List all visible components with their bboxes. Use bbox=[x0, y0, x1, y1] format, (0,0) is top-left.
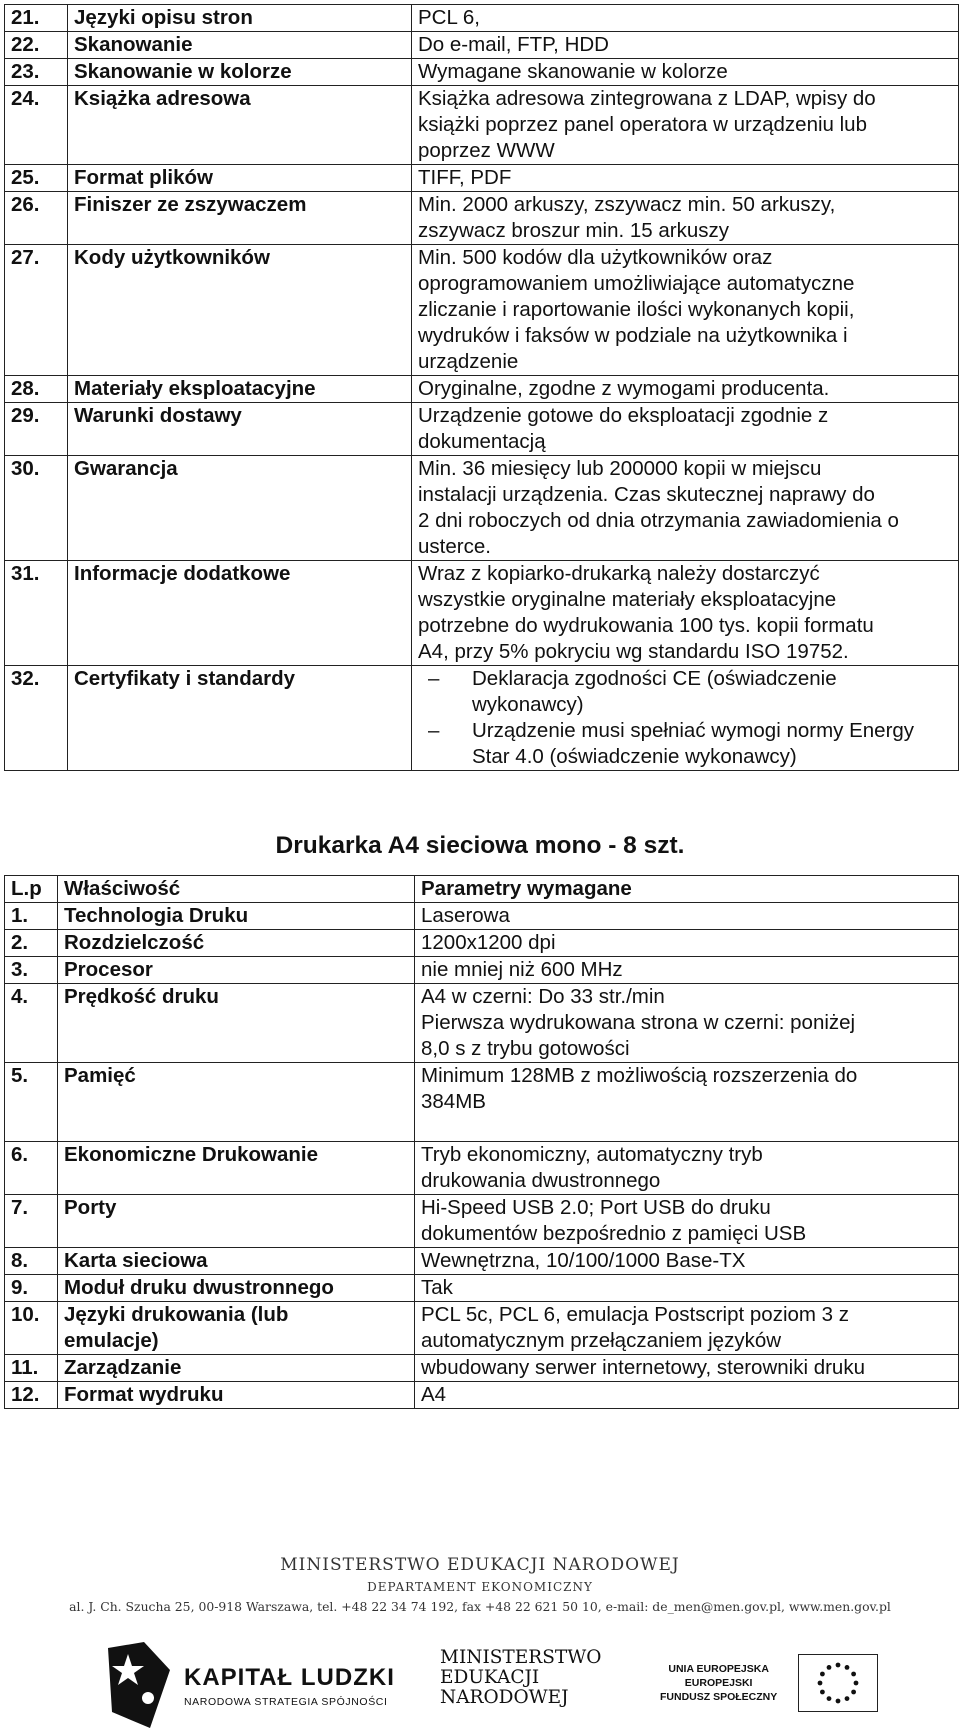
property-value bbox=[412, 666, 959, 771]
header-property: Właściwość bbox=[58, 876, 415, 903]
property-name: Certyfikaty i standardy bbox=[68, 666, 412, 771]
property-name: Skanowanie w kolorze bbox=[68, 59, 412, 86]
flag-star bbox=[836, 1699, 841, 1704]
value-line: Tak bbox=[421, 1276, 453, 1299]
property-value bbox=[415, 957, 959, 984]
flag-star bbox=[845, 1665, 850, 1670]
flag-star bbox=[827, 1696, 832, 1701]
property-value bbox=[415, 1063, 959, 1142]
value-line: instalacji urządzenia. Czas skutecznej naprawy do bbox=[418, 483, 875, 506]
value-line: poprzez WWW bbox=[418, 139, 555, 162]
dash-list-item bbox=[418, 666, 958, 718]
value-line: Min. 500 kodów dla użytkowników oraz bbox=[418, 246, 773, 269]
value-line: A4 bbox=[421, 1383, 447, 1406]
property-value bbox=[412, 5, 959, 32]
row-number: 3. bbox=[5, 957, 58, 984]
flag-star bbox=[854, 1681, 859, 1686]
logo-ue-line: EUROPEJSKI bbox=[684, 1677, 753, 1689]
value-line: Deklaracja zgodności CE (oświadczenie bbox=[472, 667, 837, 690]
eu-flag-icon bbox=[798, 1654, 878, 1712]
footer-address: al. J. Ch. Szucha 25, 00-918 Warszawa, tel. +48 22 34 74 192, fax +48 22 621 50 10, e-mail: de_men@men.gov.pl, www.men.gov.pl bbox=[69, 1599, 891, 1614]
dash-item-text bbox=[472, 718, 958, 770]
ue-logo-text bbox=[660, 1662, 777, 1704]
value-line: automatycznym przełączaniem języków bbox=[421, 1329, 782, 1352]
value-line: wbudowany serwer internetowy, sterowniki druku bbox=[421, 1356, 865, 1379]
value-line: Star 4.0 (oświadczenie wykonawcy) bbox=[472, 745, 797, 768]
spec-row bbox=[5, 59, 959, 86]
row-number: 9. bbox=[5, 1275, 58, 1302]
spec-row bbox=[5, 1195, 959, 1248]
spec-row bbox=[5, 903, 959, 930]
property-name bbox=[58, 957, 415, 984]
property-name: Finiszer ze zszywaczem bbox=[68, 192, 412, 245]
flag-star bbox=[851, 1690, 856, 1695]
logo-men-line: EDUKACJI bbox=[440, 1667, 540, 1688]
dash-bullet: – bbox=[428, 667, 440, 690]
logo-kl-title: KAPITAŁ LUDZKI bbox=[184, 1664, 395, 1691]
property-name bbox=[58, 1382, 415, 1409]
property-value bbox=[412, 376, 959, 403]
value-line: Min. 36 miesięcy lub 200000 kopii w miejscu bbox=[418, 457, 822, 480]
row-number: 4. bbox=[5, 984, 58, 1063]
spec-row bbox=[5, 192, 959, 245]
property-name bbox=[58, 1355, 415, 1382]
spec-row bbox=[5, 376, 959, 403]
value-line: oprogramowaniem umożliwiające automatyczne bbox=[418, 272, 855, 295]
spec-row bbox=[5, 5, 959, 32]
spec-row bbox=[5, 666, 959, 771]
property-name bbox=[58, 1248, 415, 1275]
kapital-ludzki-logo bbox=[104, 1640, 404, 1730]
row-number: 23. bbox=[5, 59, 68, 86]
property-name: Informacje dodatkowe bbox=[68, 561, 412, 666]
footer-department: DEPARTAMENT EKONOMICZNY bbox=[367, 1580, 593, 1594]
value-line: książki poprzez panel operatora w urządzeniu lub bbox=[418, 113, 867, 136]
header-parameters: Parametry wymagane bbox=[415, 876, 959, 903]
value-line: Min. 2000 arkuszy, zszywacz min. 50 arkuszy, bbox=[418, 193, 836, 216]
row-number: 32. bbox=[5, 666, 68, 771]
property-value bbox=[415, 984, 959, 1063]
value-line: zszywacz broszur min. 15 arkuszy bbox=[418, 219, 730, 242]
flag-star bbox=[836, 1663, 841, 1668]
footer-logos bbox=[0, 1640, 960, 1730]
property-line: Pamięć bbox=[64, 1064, 136, 1087]
value-line: Wymagane skanowanie w kolorze bbox=[418, 60, 728, 83]
property-name bbox=[58, 1142, 415, 1195]
value-line: Książka adresowa zintegrowana z LDAP, wpisy do bbox=[418, 87, 876, 110]
row-number: 27. bbox=[5, 245, 68, 376]
value-line: wydruków i faksów w podziale na użytkownika i bbox=[418, 324, 848, 347]
value-line: Pierwsza wydrukowana strona w czerni: poniżej bbox=[421, 1011, 856, 1034]
row-number: 21. bbox=[5, 5, 68, 32]
property-value bbox=[412, 245, 959, 376]
value-line: Wraz z kopiarko-drukarką należy dostarczyć bbox=[418, 562, 820, 585]
flag-star bbox=[851, 1672, 856, 1677]
property-line: Procesor bbox=[64, 958, 153, 981]
property-line: Technologia Druku bbox=[64, 904, 249, 927]
row-number: 8. bbox=[5, 1248, 58, 1275]
value-line: Do e-mail, FTP, HDD bbox=[418, 33, 609, 56]
value-line: Oryginalne, zgodne z wymogami producenta. bbox=[418, 377, 830, 400]
row-number: 26. bbox=[5, 192, 68, 245]
row-number: 28. bbox=[5, 376, 68, 403]
value-line: 2 dni roboczych od dnia otrzymania zawiadomienia o bbox=[418, 509, 899, 532]
flag-star bbox=[827, 1665, 832, 1670]
property-name bbox=[58, 903, 415, 930]
flag-star bbox=[818, 1681, 823, 1686]
property-value bbox=[412, 59, 959, 86]
row-number: 24. bbox=[5, 86, 68, 165]
spec-row bbox=[5, 1248, 959, 1275]
row-number: 25. bbox=[5, 165, 68, 192]
spec-row bbox=[5, 1142, 959, 1195]
value-line: Laserowa bbox=[421, 904, 510, 927]
value-line: A4, przy 5% pokryciu wg standardu ISO 19752. bbox=[418, 640, 849, 663]
header-lp: L.p bbox=[5, 876, 58, 903]
property-line: Języki drukowania (lub bbox=[64, 1303, 289, 1326]
value-line: Wewnętrzna, 10/100/1000 Base-TX bbox=[421, 1249, 746, 1272]
flag-star bbox=[845, 1696, 850, 1701]
value-line: nie mniej niż 600 MHz bbox=[421, 958, 623, 981]
property-value bbox=[412, 86, 959, 165]
property-name: Języki opisu stron bbox=[68, 5, 412, 32]
row-number: 7. bbox=[5, 1195, 58, 1248]
value-line: Minimum 128MB z możliwością rozszerzenia do bbox=[421, 1064, 858, 1087]
section-title: Drukarka A4 sieciowa mono - 8 szt. bbox=[275, 832, 685, 859]
value-line: 8,0 s z trybu gotowości bbox=[421, 1037, 630, 1060]
property-name bbox=[58, 1063, 415, 1142]
logo-kl-subtitle: NARODOWA STRATEGIA SPÓJNOŚCI bbox=[184, 1696, 388, 1708]
row-number: 6. bbox=[5, 1142, 58, 1195]
value-line: urządzenie bbox=[418, 350, 519, 373]
value-line: usterce. bbox=[418, 535, 491, 558]
value-line: PCL 6, bbox=[418, 6, 480, 29]
property-value bbox=[412, 192, 959, 245]
row-number: 5. bbox=[5, 1063, 58, 1142]
property-line: Karta sieciowa bbox=[64, 1249, 208, 1272]
spec-row bbox=[5, 1275, 959, 1302]
property-name: Kody użytkowników bbox=[68, 245, 412, 376]
logo-ue-line: UNIA EUROPEJSKA bbox=[668, 1663, 769, 1675]
property-value bbox=[415, 1142, 959, 1195]
spec-row bbox=[5, 1302, 959, 1355]
property-value bbox=[415, 1382, 959, 1409]
footer-ministry: MINISTERSTWO EDUKACJI NARODOWEJ bbox=[280, 1555, 680, 1575]
row-number: 12. bbox=[5, 1382, 58, 1409]
spec-row bbox=[5, 165, 959, 192]
value-line: Urządzenie gotowe do eksploatacji zgodnie z bbox=[418, 404, 829, 427]
property-name bbox=[58, 984, 415, 1063]
value-line: Hi-Speed USB 2.0; Port USB do druku bbox=[421, 1196, 771, 1219]
property-line: Prędkość druku bbox=[64, 985, 219, 1008]
property-line: Ekonomiczne Drukowanie bbox=[64, 1143, 319, 1166]
spec-row bbox=[5, 456, 959, 561]
property-name: Książka adresowa bbox=[68, 86, 412, 165]
value-line: potrzebne do wydrukowania 100 tys. kopii formatu bbox=[418, 614, 874, 637]
value-line bbox=[421, 1115, 958, 1141]
property-name bbox=[58, 1275, 415, 1302]
row-number: 1. bbox=[5, 903, 58, 930]
property-value bbox=[415, 1248, 959, 1275]
value-line: drukowania dwustronnego bbox=[421, 1169, 661, 1192]
header-row bbox=[5, 876, 959, 903]
logo-men-line: MINISTERSTWO bbox=[440, 1647, 602, 1668]
value-line: zliczanie i raportowanie ilości wykonanych kopii, bbox=[418, 298, 855, 321]
property-value bbox=[412, 165, 959, 192]
property-line: Moduł druku dwustronnego bbox=[64, 1276, 334, 1299]
property-name: Format plików bbox=[68, 165, 412, 192]
property-value bbox=[412, 561, 959, 666]
value-line: wszystkie oryginalne materiały eksploatacyjne bbox=[418, 588, 837, 611]
flag-star bbox=[820, 1672, 825, 1677]
spec-row bbox=[5, 403, 959, 456]
row-number: 10. bbox=[5, 1302, 58, 1355]
row-number: 2. bbox=[5, 930, 58, 957]
property-value bbox=[412, 456, 959, 561]
value-line: PCL 5c, PCL 6, emulacja Postscript poziom 3 z bbox=[421, 1303, 850, 1326]
property-value bbox=[415, 930, 959, 957]
spec-row bbox=[5, 561, 959, 666]
property-name bbox=[58, 1302, 415, 1355]
property-line: Porty bbox=[64, 1196, 117, 1219]
row-number: 22. bbox=[5, 32, 68, 59]
property-line: emulacje) bbox=[64, 1329, 159, 1352]
value-line: wykonawcy) bbox=[472, 693, 584, 716]
property-line: Rozdzielczość bbox=[64, 931, 205, 954]
spec-row bbox=[5, 1063, 959, 1142]
men-logo bbox=[440, 1648, 601, 1708]
dash-list-item bbox=[418, 718, 958, 770]
property-value bbox=[415, 1195, 959, 1248]
value-line: 384MB bbox=[421, 1090, 486, 1113]
property-line: Format wydruku bbox=[64, 1383, 224, 1406]
value-line: TIFF, PDF bbox=[418, 166, 512, 189]
value-line: dokumentacją bbox=[418, 430, 546, 453]
property-name bbox=[58, 930, 415, 957]
value-line: dokumentów bezpośrednio z pamięci USB bbox=[421, 1222, 807, 1245]
printer-spec-table bbox=[4, 875, 959, 1409]
spec-row bbox=[5, 32, 959, 59]
spec-row bbox=[5, 957, 959, 984]
value-line: Tryb ekonomiczny, automatyczny tryb bbox=[421, 1143, 763, 1166]
property-name: Materiały eksploatacyjne bbox=[68, 376, 412, 403]
value-line: Urządzenie musi spełniać wymogi normy Energy bbox=[472, 719, 915, 742]
property-value bbox=[415, 1275, 959, 1302]
property-value bbox=[415, 1302, 959, 1355]
property-value bbox=[415, 1355, 959, 1382]
property-name: Skanowanie bbox=[68, 32, 412, 59]
logo-men-line: NARODOWEJ bbox=[440, 1687, 569, 1708]
row-number: 29. bbox=[5, 403, 68, 456]
kapital-ludzki-icon bbox=[104, 1640, 174, 1730]
spec-row bbox=[5, 1355, 959, 1382]
property-name: Warunki dostawy bbox=[68, 403, 412, 456]
spec-row bbox=[5, 1382, 959, 1409]
property-name: Gwarancja bbox=[68, 456, 412, 561]
spec-table-continued bbox=[4, 4, 959, 771]
logo-ue-line: FUNDUSZ SPOŁECZNY bbox=[660, 1691, 778, 1703]
property-name bbox=[58, 1195, 415, 1248]
spec-row bbox=[5, 86, 959, 165]
spec-row bbox=[5, 984, 959, 1063]
value-line: A4 w czerni: Do 33 str./min bbox=[421, 985, 665, 1008]
property-line: Zarządzanie bbox=[64, 1356, 182, 1379]
value-line: 1200x1200 dpi bbox=[421, 931, 556, 954]
dash-bullet: – bbox=[428, 719, 440, 742]
spec-row bbox=[5, 930, 959, 957]
flag-star bbox=[820, 1690, 825, 1695]
row-number: 30. bbox=[5, 456, 68, 561]
dash-item-text bbox=[472, 666, 958, 718]
property-value bbox=[412, 403, 959, 456]
spec-row bbox=[5, 245, 959, 376]
property-value bbox=[415, 903, 959, 930]
row-number: 31. bbox=[5, 561, 68, 666]
property-value bbox=[412, 32, 959, 59]
row-number: 11. bbox=[5, 1355, 58, 1382]
